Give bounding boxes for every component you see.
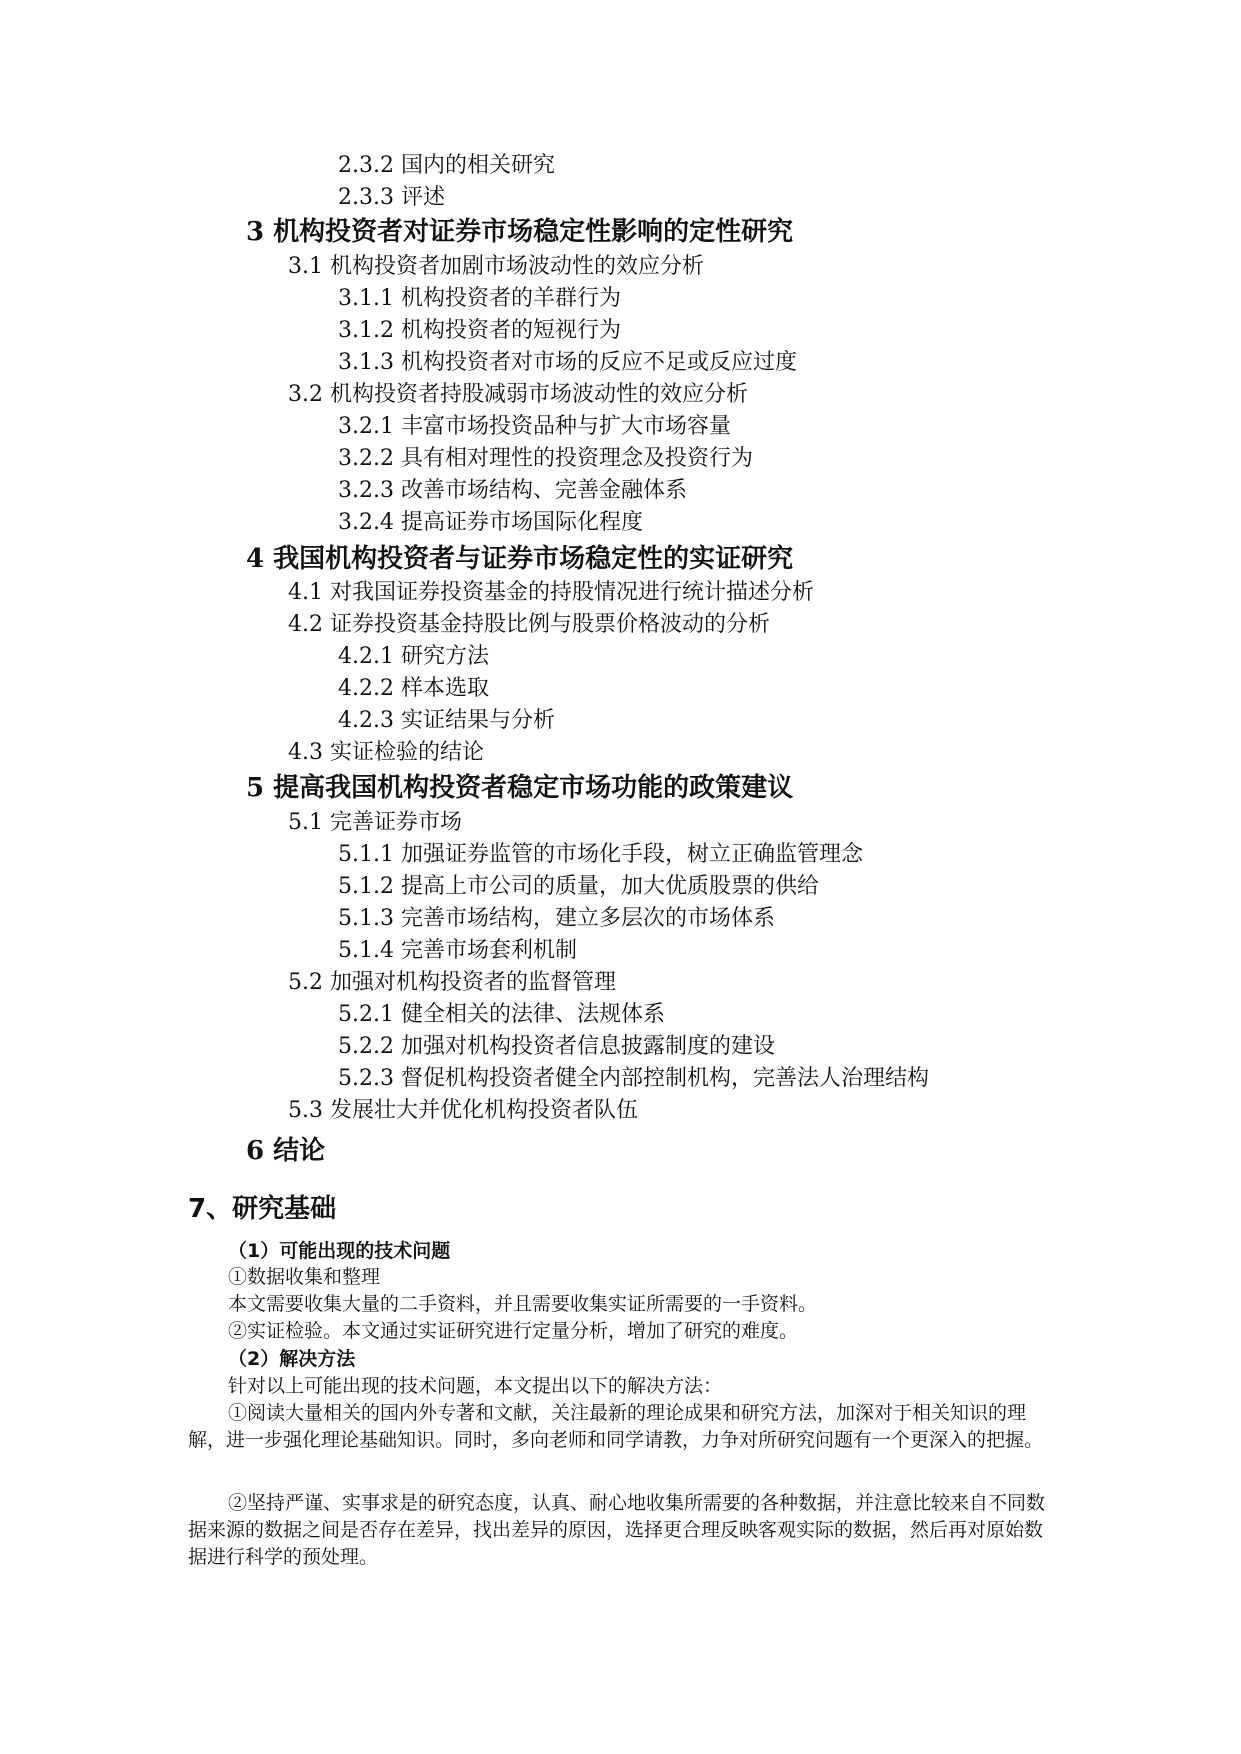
- paragraph: 本文需要收集大量的二手资料，并且需要收集实证所需要的一手资料。: [228, 1293, 818, 1315]
- toc-item: 5.2.1 健全相关的法律、法规体系: [338, 1002, 665, 1027]
- toc-item: 4.2.2 样本选取: [338, 676, 489, 701]
- toc-item: 4.2.1 研究方法: [338, 644, 489, 669]
- toc-item: 5.1.3 完善市场结构，建立多层次的市场体系: [338, 906, 775, 931]
- paragraph: ②实证检验。本文通过实证研究进行定量分析，增加了研究的难度。: [228, 1320, 799, 1342]
- toc-item: 4.2.3 实证结果与分析: [338, 708, 555, 733]
- toc-item: 2.3.3 评述: [338, 185, 445, 210]
- toc-item: 3.1.3 机构投资者对市场的反应不足或反应过度: [338, 350, 797, 375]
- paragraph: 针对以上可能出现的技术问题，本文提出以下的解决方法：: [228, 1375, 723, 1397]
- toc-item: 5.1.2 提高上市公司的质量，加大优质股票的供给: [338, 874, 819, 899]
- toc-chapter-heading: 5 提高我国机构投资者稳定市场功能的政策建议: [246, 773, 794, 803]
- toc-item: 3.2 机构投资者持股减弱市场波动性的效应分析: [288, 382, 748, 407]
- toc-chapter-heading: 3 机构投资者对证券市场稳定性影响的定性研究: [246, 217, 794, 247]
- paragraph: ②坚持严谨、实事求是的研究态度，认真、耐心地收集所需要的各种数据，并注意比较来自不同数据来源的数据之间是否存在差异，找出差异的原因，选择更合理反映客观实际的数据，然后再对原始数据进行科学的预处理。: [188, 1492, 1046, 1568]
- toc-item: 4.1 对我国证券投资基金的持股情况进行统计描述分析: [288, 580, 814, 605]
- toc-item: 5.1.4 完善市场套利机制: [338, 938, 577, 963]
- paragraph: ①阅读大量相关的国内外专著和文献，关注最新的理论成果和研究方法，加深对于相关知识的理解，进一步强化理论基础知识。同时，多向老师和同学请教，力争对所研究问题有一个更深入的把握。: [188, 1402, 1044, 1451]
- toc-item: 5.2.3 督促机构投资者健全内部控制机构，完善法人治理结构: [338, 1066, 929, 1091]
- toc-item: 3.2.1 丰富市场投资品种与扩大市场容量: [338, 414, 731, 439]
- toc-item: 5.2.2 加强对机构投资者信息披露制度的建设: [338, 1034, 775, 1059]
- section-title: 7、研究基础: [188, 1194, 337, 1224]
- subsection-title: （2）解决方法: [228, 1348, 356, 1370]
- toc-item: 5.2 加强对机构投资者的监督管理: [288, 970, 616, 995]
- toc-item: 3.2.2 具有相对理性的投资理念及投资行为: [338, 446, 753, 471]
- toc-item: 3.2.4 提高证券市场国际化程度: [338, 510, 643, 535]
- toc-item: 5.1 完善证券市场: [288, 810, 462, 835]
- toc-item: 2.3.2 国内的相关研究: [338, 153, 555, 178]
- toc-chapter-heading: 4 我国机构投资者与证券市场稳定性的实证研究: [246, 544, 794, 574]
- subsection-title: （1）可能出现的技术问题: [228, 1240, 451, 1262]
- toc-item: 3.1.1 机构投资者的羊群行为: [338, 286, 621, 311]
- toc-chapter-heading: 6 结论: [246, 1136, 326, 1166]
- toc-item: 5.1.1 加强证券监管的市场化手段，树立正确监管理念: [338, 842, 863, 867]
- toc-item: 5.3 发展壮大并优化机构投资者队伍: [288, 1098, 638, 1123]
- paragraph: ①数据收集和整理: [228, 1266, 381, 1288]
- toc-item: 4.2 证券投资基金持股比例与股票价格波动的分析: [288, 612, 770, 637]
- toc-item: 3.1.2 机构投资者的短视行为: [338, 318, 621, 343]
- toc-item: 3.1 机构投资者加剧市场波动性的效应分析: [288, 254, 704, 279]
- toc-item: 4.3 实证检验的结论: [288, 740, 484, 765]
- toc-item: 3.2.3 改善市场结构、完善金融体系: [338, 478, 687, 503]
